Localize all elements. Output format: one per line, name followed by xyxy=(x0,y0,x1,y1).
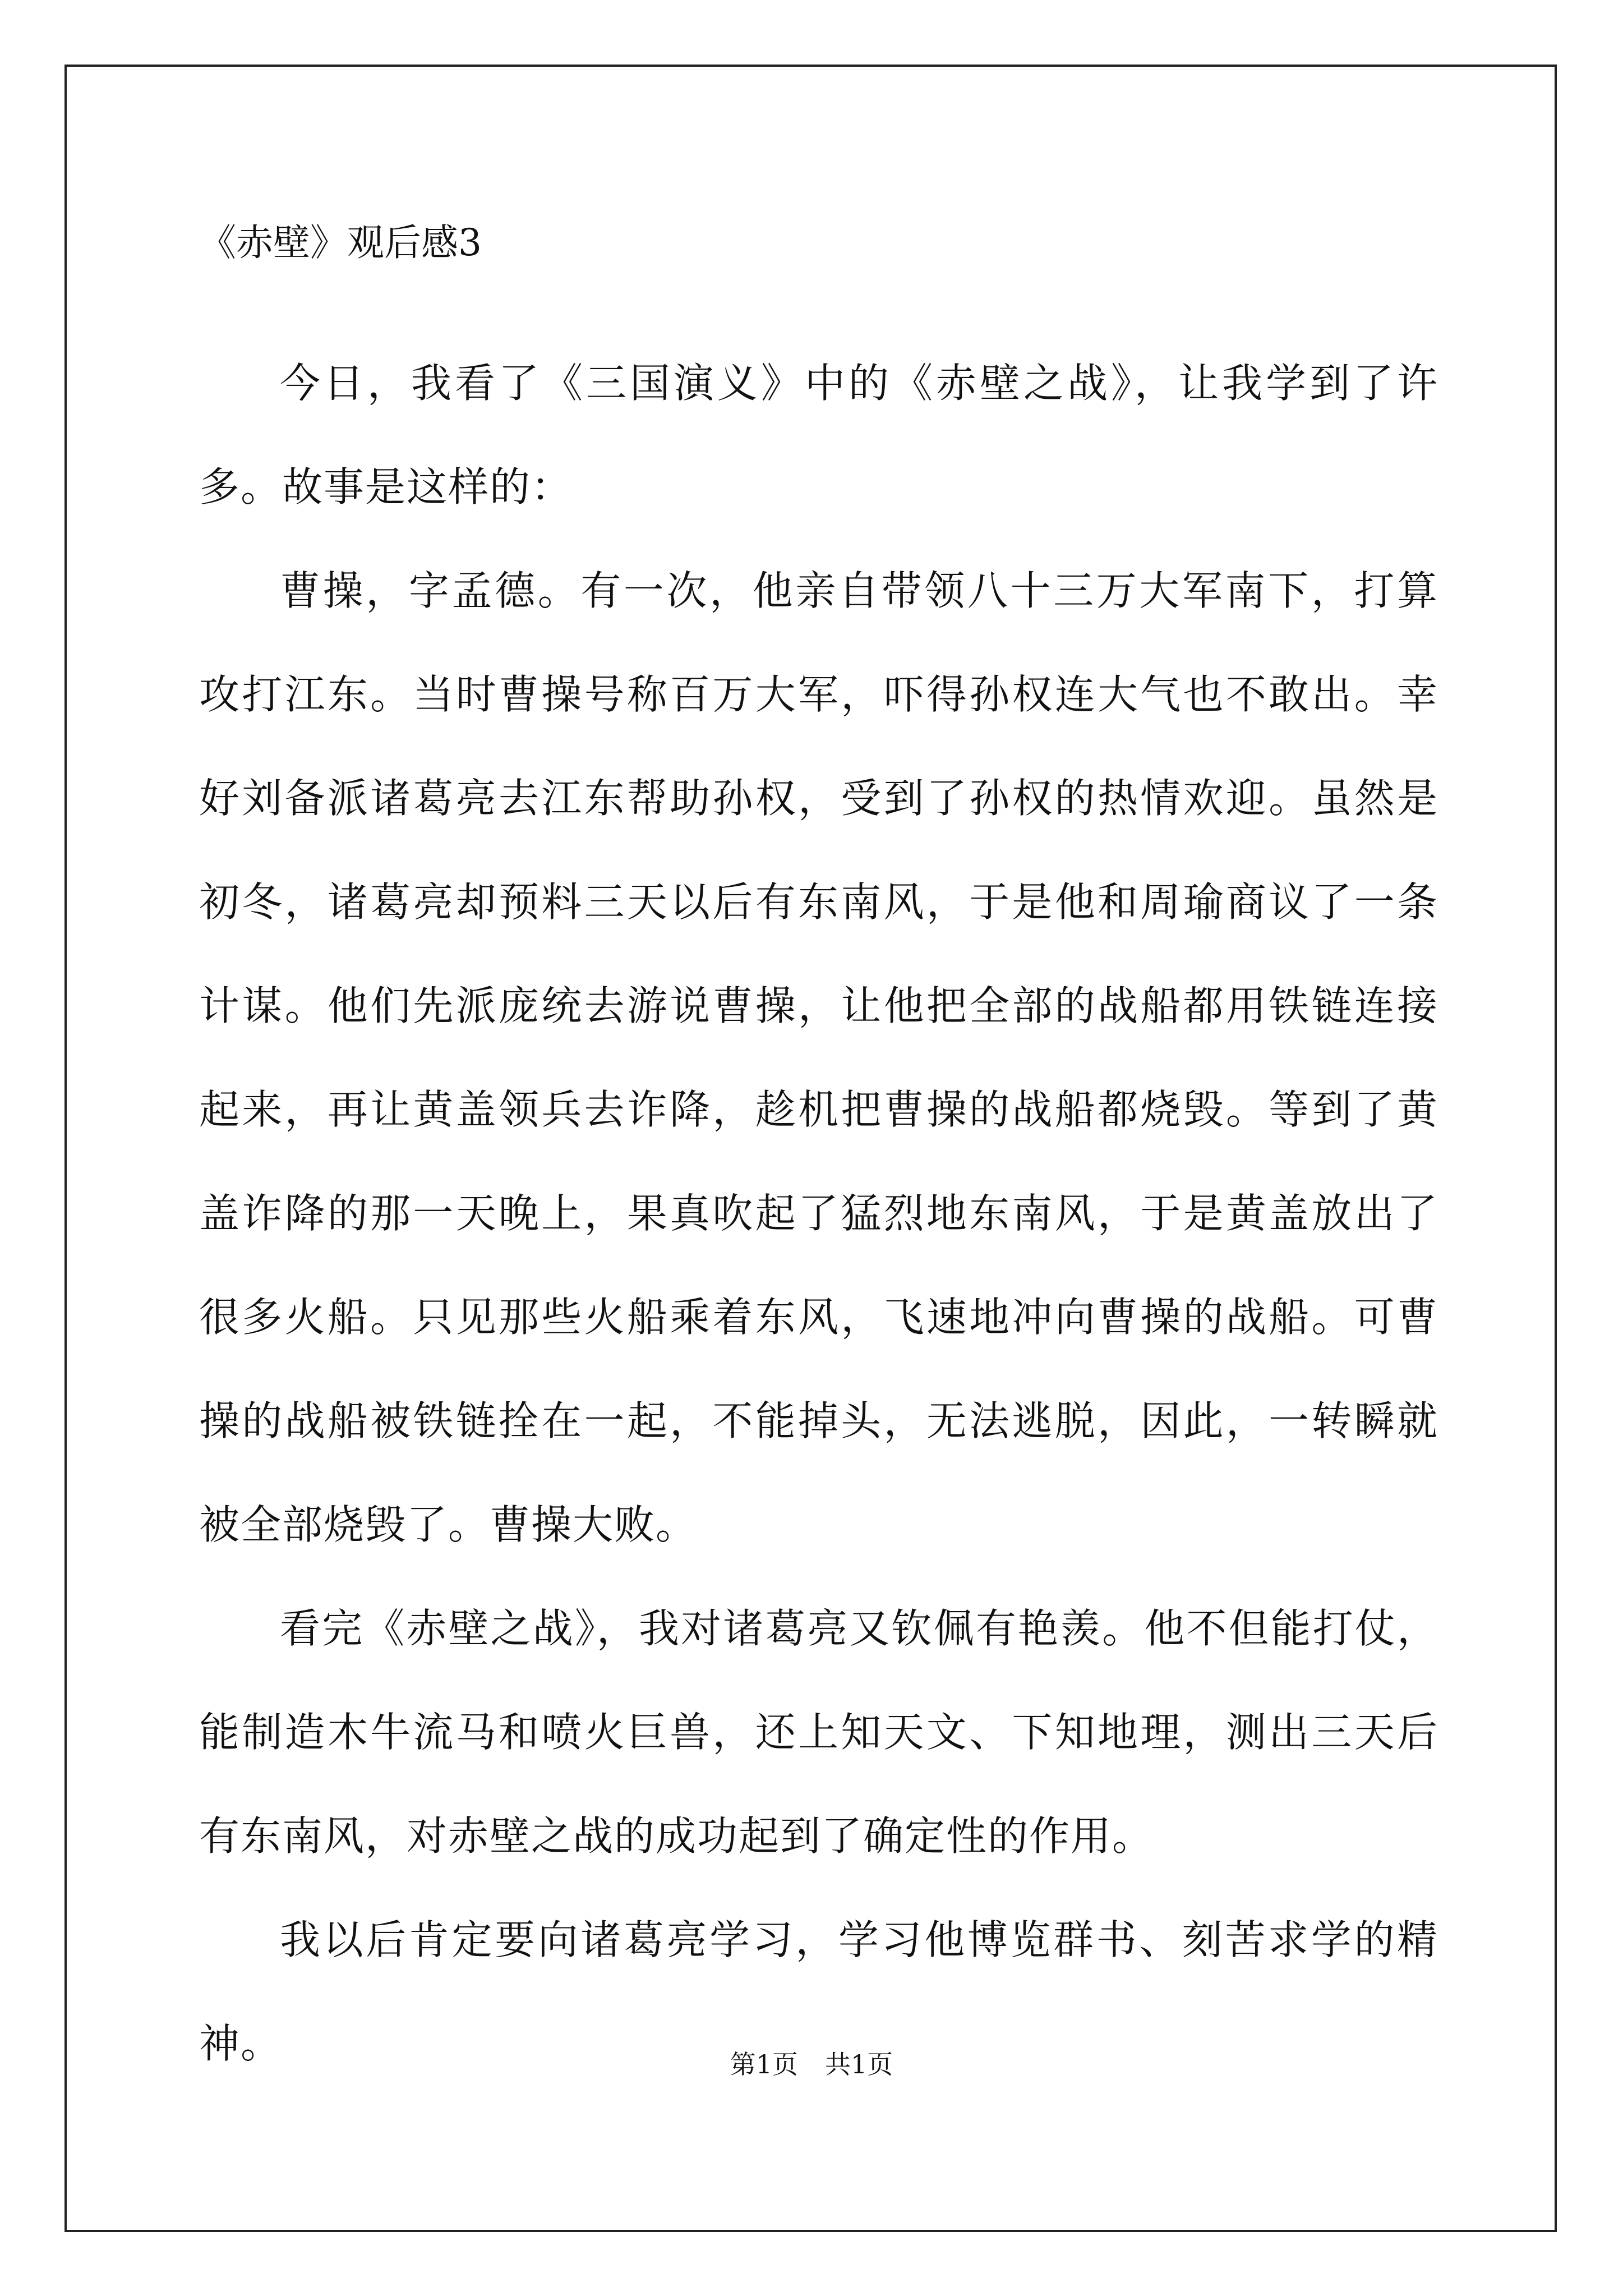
document-title: 《赤壁》观后感3 xyxy=(199,221,482,264)
page-total: 共1页 xyxy=(825,2049,893,2079)
page-number: 第1页 xyxy=(730,2049,798,2079)
paragraph-intro: 今日，我看了《三国演义》中的《赤壁之战》，让我学到了许多。故事是这样的： xyxy=(199,360,1438,510)
paragraph-reflection: 看完《赤壁之战》，我对诸葛亮又钦佩有艳羡。他不但能打仗，能制造木牛流马和喷火巨兽，还上知天文、下知地理，测出三天后有东南风，对赤壁之战的成功起到了确定性的作用。 xyxy=(199,1605,1438,1860)
document-body xyxy=(199,216,1438,2096)
paragraph-story: 曹操，字孟德。有一次，他亲自带领八十三万大军南下，打算攻打江东。当时曹操号称百万大军，吓得孙权连大气也不敢出。幸好刘备派诸葛亮去江东帮助孙权，受到了孙权的热情欢迎。虽然是初冬，诸葛亮却预料三天以后有东南风，于是他和周瑜商议了一条计谋。他们先派庞统去游说曹操，让他把全部的战船都用铁链连接起来，再让黄盖领兵去诈降，趁机把曹操的战船都烧毁。等到了黄盖诈降的那一天晚上，果真吹起了猛烈地东南风，于是黄盖放出了很多火船。只见那些火船乘着东风，飞速地冲向曹操的战船。可曹操的战船被铁链拴在一起，不能掉头，无法逃脱，因此，一转瞬就被全部烧毁了。曹操大败。 xyxy=(199,567,1438,1548)
page-footer xyxy=(0,2047,1623,2081)
paragraph-conclusion: 我以后肯定要向诸葛亮学习，学习他博览群书、刻苦求学的精神。 xyxy=(199,1916,1438,2067)
